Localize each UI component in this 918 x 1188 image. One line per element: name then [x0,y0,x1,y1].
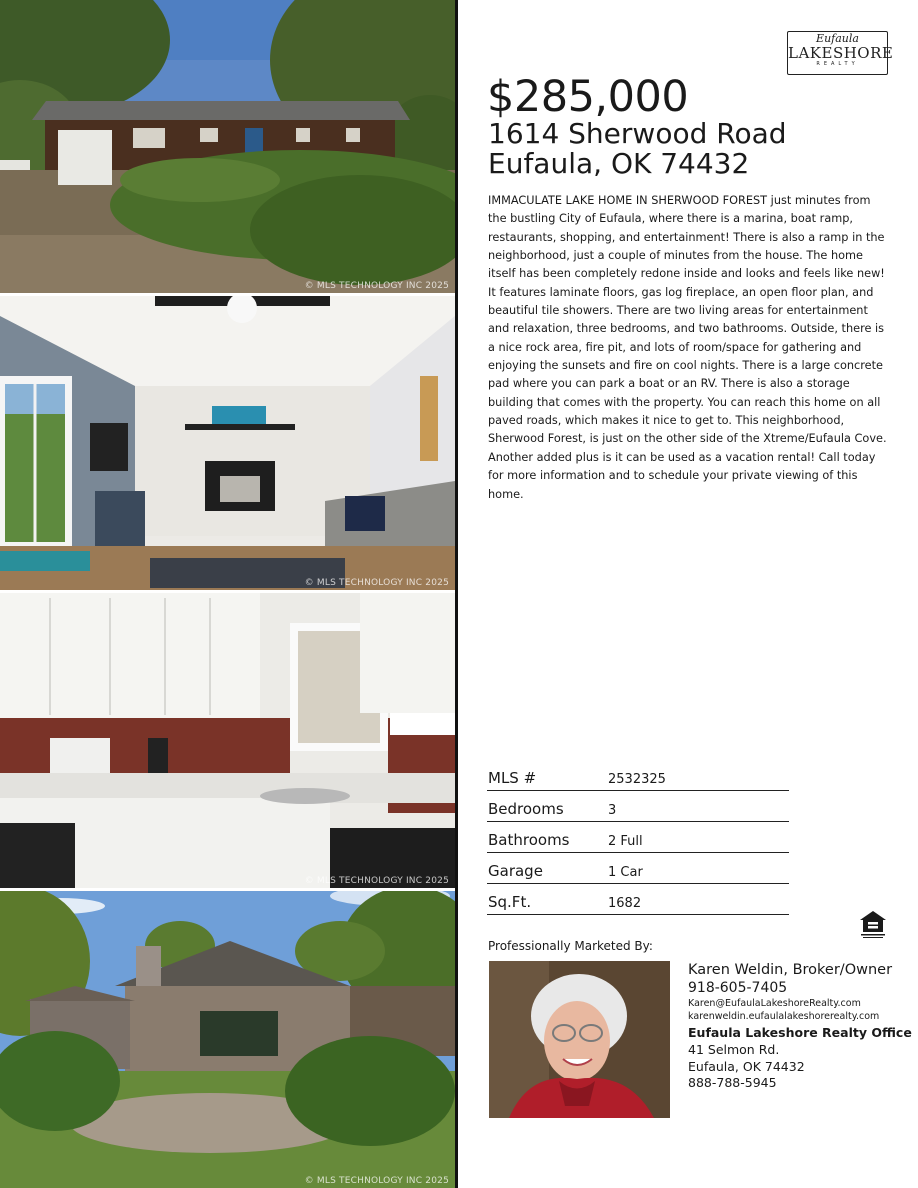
agent-name: Karen Weldin, Broker/Owner [688,962,893,978]
photo-watermark: © MLS TECHNOLOGY INC 2025 [304,578,449,588]
agent-phone[interactable]: 918-605-7405 [688,980,788,996]
equal-housing-opportunity-icon [859,910,887,940]
fact-row-garage [487,853,789,884]
photo-watermark: © MLS TECHNOLOGY INC 2025 [304,281,449,291]
office-city: Eufaula, OK 74432 [688,1058,805,1074]
listing-description: IMMACULATE LAKE HOME IN SHERWOOD FOREST just minutes from the bustling City of Eufaula, where there is a marina, boat ramp, restaurants, shopping, and entertainment! There is also a ramp in the neighborhood, just a couple of minutes from the house. The home itself has been completely redone inside and looks and feels like new! It features laminate floors, gas log fireplace, an open floor plan, and beautiful tile showers. There are two living areas for entertainment and relaxation, three bedrooms, and two bathrooms. Outside, there is a nice rock area, fire pit, and lots of room/space for gathering and enjoying the sunsets and fire on cool nights. There is a large concrete pad where you can park a boat or an RV. There is also a storage building that comes with the property. You can reach this home on all paved roads, which makes it nice to get to. This neighborhood, Sherwood Forest, is just on the other side of the Xtreme/Eufaula Cove. Another added plus is it can be used as a vacation rental! Call today for more information and to schedule your private viewing of this home. [488,194,887,501]
fact-label: Garage [488,862,543,880]
logo-name: LAKESHORE [788,44,894,62]
fact-value: 1682 [608,896,642,911]
listing-city: Eufaula, OK 74432 [488,147,750,180]
photo-watermark: © MLS TECHNOLOGY INC 2025 [304,876,449,886]
photo-kitchen[interactable] [0,593,455,888]
photo-front-exterior[interactable] [0,0,455,293]
photo-watermark: © MLS TECHNOLOGY INC 2025 [304,1176,449,1186]
fact-value: 2 Full [608,834,643,849]
logo-sub: REALTY [816,61,859,67]
office-phone[interactable]: 888-788-5945 [688,1075,777,1090]
photo-living-room[interactable] [0,296,455,590]
fact-row-bathrooms [487,822,789,853]
fact-row-sqft [487,884,789,915]
column-divider [455,0,458,1188]
listing-street: 1614 Sherwood Road [488,117,787,150]
marketed-by-heading: Professionally Marketed By: [488,939,653,953]
agent-website[interactable]: karenweldin.eufaulalakeshorerealty.com [688,1011,880,1022]
listing-price: $285,000 [487,72,689,122]
fact-value: 1 Car [608,865,643,880]
fact-value: 3 [608,803,617,818]
agent-email[interactable]: Karen@EufaulaLakeshoreRealty.com [688,998,861,1009]
fact-label: Sq.Ft. [488,893,532,911]
fact-label: Bedrooms [488,800,564,818]
listing-facts [487,760,789,915]
agent-contact [688,961,912,1092]
fact-label: Bathrooms [488,831,570,849]
fact-row-mls [487,760,789,791]
photo-column [0,0,458,1188]
photo-back-exterior[interactable] [0,891,455,1188]
fact-label: MLS # [488,769,537,787]
fact-value: 2532325 [608,772,666,787]
logo-script: Eufaula [816,32,859,45]
brokerage-logo [787,31,894,75]
agent-photo [489,961,670,1118]
fact-row-bedrooms [487,791,789,822]
office-street: 41 Selmon Rd. [688,1042,780,1057]
office-name: Eufaula Lakeshore Realty Office [688,1025,912,1040]
